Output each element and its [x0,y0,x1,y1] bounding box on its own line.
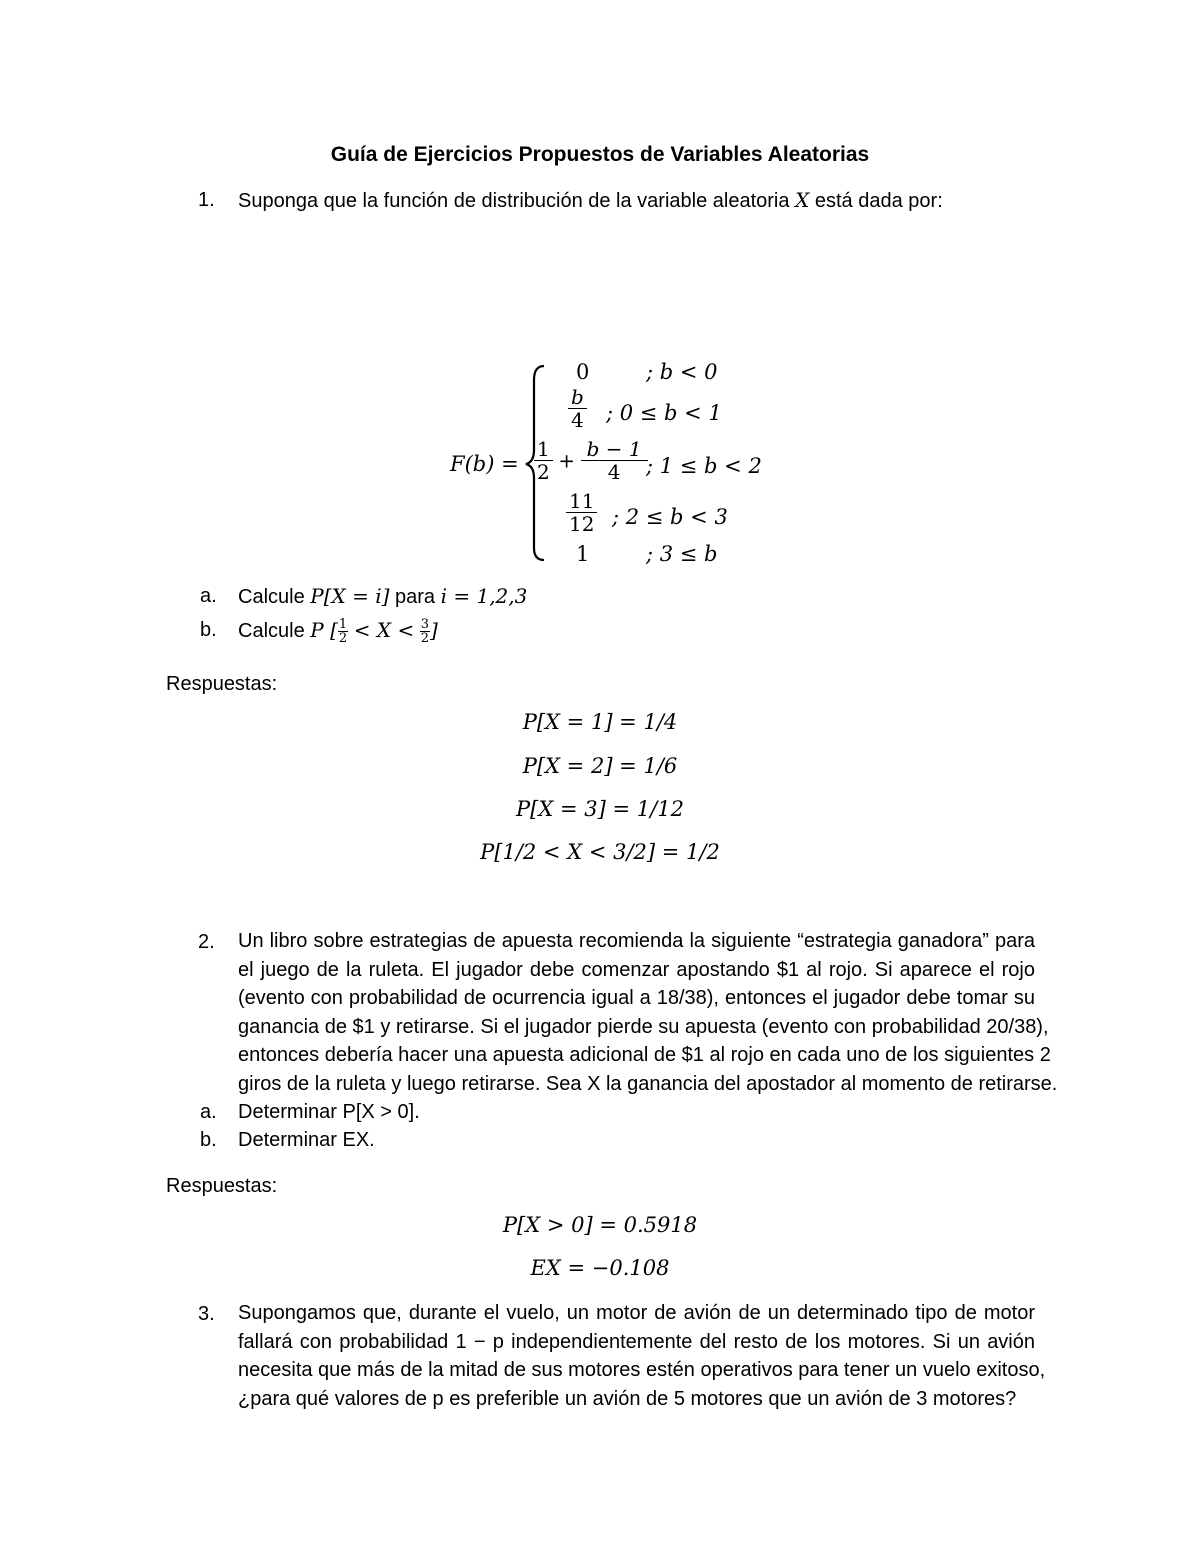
q2-line: (evento con probabilidad de ocurrencia igual a 18/38), entonces el jugador debe tomar su [238,987,1035,1009]
q3-line: necesita que más de la mitad de sus motores estén operativos para tener un vuelo exitoso, [238,1359,1046,1381]
case-1-cond: ; 0 ≤ b < 1 [606,401,722,425]
case-4-value: 1 [576,542,590,566]
q2-a-label: a. [200,1101,217,1123]
q1-text-post: está dada por: [814,190,943,212]
q1-a-label: a. [200,585,217,607]
q3-line: ¿para qué valores de p es preferible un avión de 5 motores que un avión de 3 motores? [238,1387,1017,1410]
q1-answers-label: Respuestas: [166,673,278,695]
q1-b-label: b. [200,619,217,641]
case-0-value: 0 [576,360,590,384]
case-2-cond: ; 1 ≤ b < 2 [646,454,762,478]
q2-number: 2. [198,931,215,953]
q2-line: el juego de la ruleta. El jugador debe comenzar apostando $1 al rojo. Si aparece el rojo [238,958,1035,981]
q2-line: giros de la ruleta y luego retirarse. Sea X la ganancia del apostador al momento de retirarse. [238,1072,1058,1095]
q1-function-lhs: F(b) = [450,452,519,476]
q2-answer-1: P[X > 0] = 0.5918 [502,1213,698,1237]
page-title: Guía de Ejercicios Propuestos de Variables Aleatorias [330,143,870,166]
case-3-cond: ; 2 ≤ b < 3 [612,505,728,529]
q1-number: 1. [198,189,215,211]
q1-b-text: Calcule P [ $\frac{1}{2}$ < X < $\frac{3}{2}$ ] [238,617,438,647]
q3-paragraph [238,1299,1046,1413]
q1-answer-4: P[1/2 < X < 3/2] = 1/2 [480,840,720,864]
q2-line: ganancia de $1 y retirarse. Si el jugador pierde su apuesta (evento con probabilidad 20/38), [238,1015,1049,1038]
q2-answer-2: EX = −0.108 [530,1256,670,1280]
q3-line: Supongamos que, durante el vuelo, un motor de avión de un determinado tipo de motor [238,1302,1035,1324]
q1-answer-1: P[X = 1] = 1/4 [522,710,678,734]
case-0-cond: ; b < 0 [646,360,718,384]
q1-statement [238,186,943,215]
case-3-value: $\frac{11}{12}$ [566,490,597,535]
q1-answer-3: P[X = 3] = 1/12 [516,797,684,821]
q1-var: X [795,188,810,212]
q3-line: fallará con probabilidad 1 − p independientemente del resto de los motores. Si un avión [238,1330,1035,1353]
case-2-value: $\frac{1}{2}$ + $\frac{b - 1}{4}$ [534,438,648,483]
q2-a-text: Determinar P[X > 0]. [238,1101,420,1123]
q1-answer-2: P[X = 2] = 1/6 [522,754,678,778]
q2-b-label: b. [200,1129,217,1151]
q1-text-pre: Suponga que la función de distribución de la variable aleatoria [238,190,790,212]
q2-line: Un libro sobre estrategias de apuesta recomienda la siguiente “estrategia ganadora” para [238,930,1035,952]
q3-number: 3. [198,1303,215,1325]
case-4-cond: ; 3 ≤ b [646,542,718,566]
q2-paragraph [238,927,1058,1098]
q2-line: entonces debería hacer una apuesta adicional de $1 al rojo en cada uno de los siguientes 2 [238,1044,1051,1066]
q2-answers-label: Respuestas: [166,1175,278,1197]
case-1-value: $\frac{b}{4}$ [568,386,587,431]
q1-a-text: Calcule P[X = i] para i = 1,2,3 [238,584,528,608]
q2-b-text: Determinar EX. [238,1129,375,1151]
